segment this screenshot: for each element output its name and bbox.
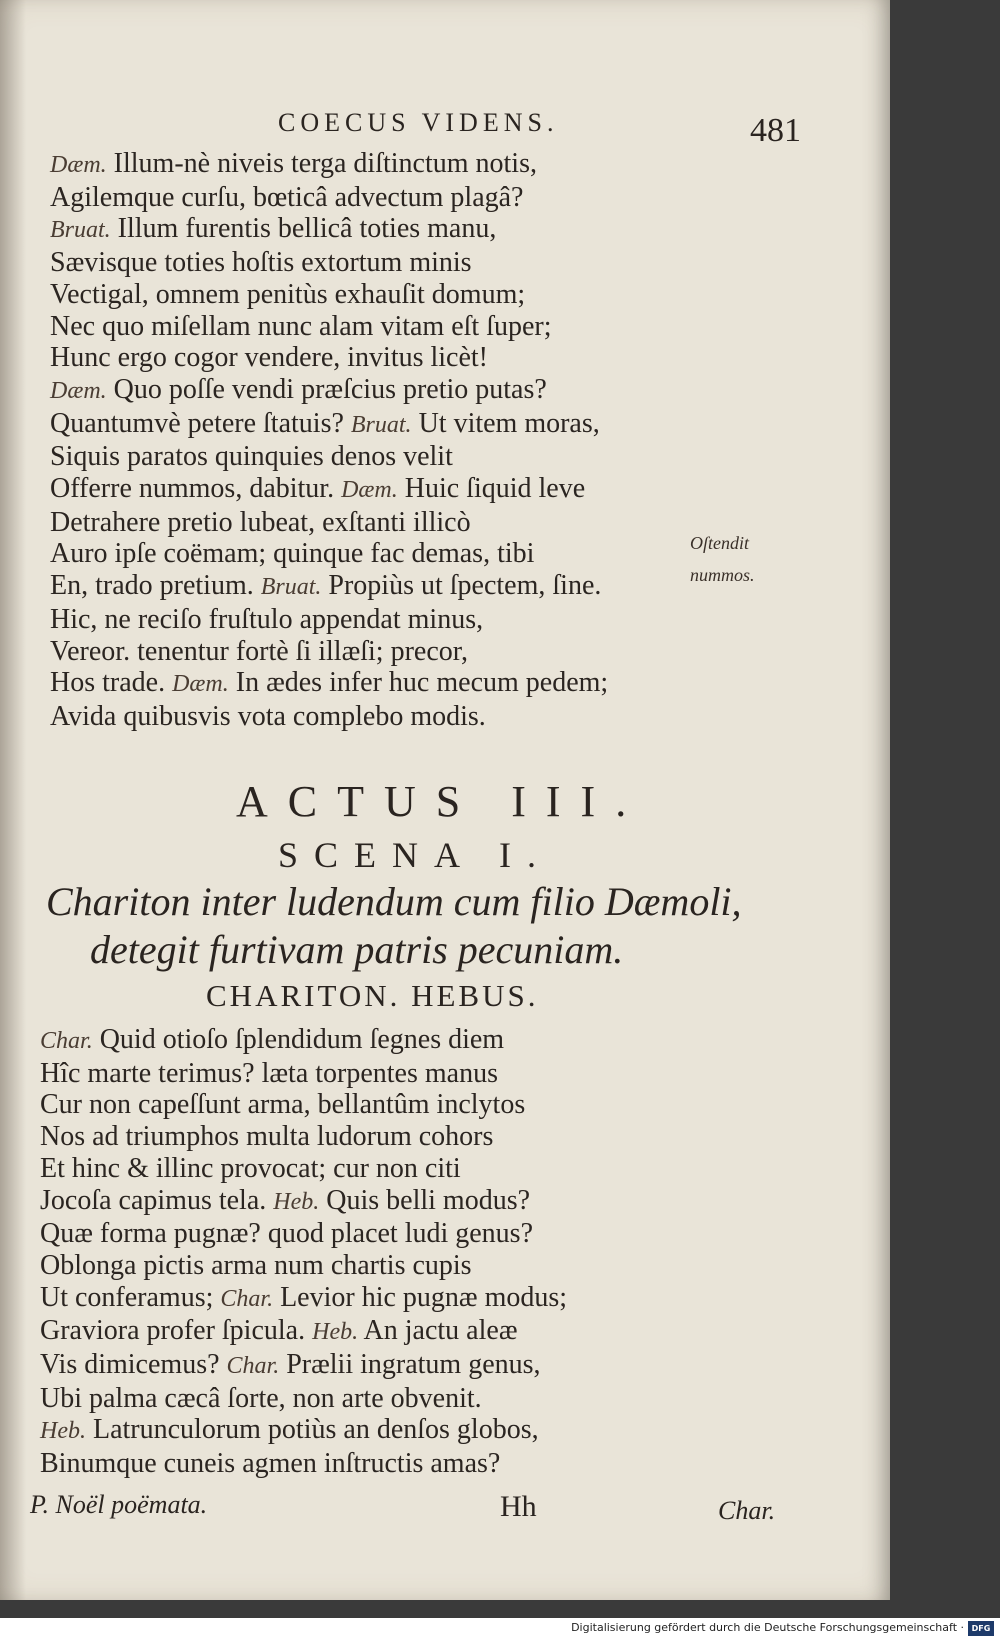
- verse-line: [50, 604, 750, 636]
- verse-line: [40, 1315, 740, 1349]
- verse-line: [50, 507, 750, 539]
- verse-text: Agilemque curſu, bœticâ advectum plagâ?: [50, 181, 524, 213]
- verse-text: Binumque cuneis agmen inſtructis amas?: [40, 1448, 501, 1480]
- speaker-label: Char.: [40, 1028, 93, 1054]
- verse-text: Offerre nummos, dabitur.: [50, 473, 342, 505]
- speaker-label: Char.: [226, 1353, 280, 1380]
- speaker-label: Dæm.: [50, 152, 107, 178]
- scene-heading: SCENA I.: [278, 835, 553, 875]
- verse-line: [40, 1250, 740, 1282]
- characters-list: CHARITON. HEBUS.: [206, 978, 539, 1013]
- verse-line: [50, 311, 750, 343]
- marginal-note-line-2: nummos.: [690, 565, 755, 585]
- verse-text: Hunc ergo cogor vendere, invitus licèt!: [50, 342, 489, 374]
- verse-text: Levior hic pugnæ modus;: [273, 1281, 568, 1313]
- speaker-label: Heb.: [40, 1418, 86, 1445]
- verse-line: [40, 1185, 740, 1219]
- scene-argument-line-1: Chariton inter ludendum cum filio Dæmoli,: [46, 879, 742, 924]
- verse-line: [40, 1218, 740, 1250]
- verse-text: Detrahere pretio lubeat, exſtanti illicò: [50, 506, 471, 538]
- verse-line: [50, 213, 750, 247]
- speaker-label: Heb.: [312, 1319, 359, 1346]
- verse-line: [40, 1121, 740, 1153]
- verse-line: [50, 473, 750, 507]
- verse-line: [40, 1448, 740, 1480]
- verse-line: [50, 667, 750, 701]
- verse-text: Quis belli modus?: [319, 1184, 531, 1216]
- verse-text: Graviora profer ſpicula.: [40, 1315, 313, 1347]
- running-head: COECUS VIDENS.: [278, 108, 559, 137]
- verse-text: Et hinc & illinc provocat; cur non citi: [40, 1152, 461, 1184]
- verse-line: [40, 1024, 740, 1058]
- speaker-label: Dæm.: [341, 477, 398, 504]
- verse-text: Sævisque toties hoſtis extortum minis: [50, 247, 472, 279]
- marginal-note-line-1: Oſtendit: [690, 533, 749, 553]
- act-heading: ACTUS III.: [236, 777, 647, 826]
- speaker-label: Dæm.: [50, 377, 107, 404]
- verse-text: En, trado pretium.: [50, 570, 261, 602]
- verse-line: [50, 374, 750, 408]
- verse-line: [40, 1058, 740, 1090]
- verse-text: Quantumvè petere ſtatuis?: [50, 407, 351, 439]
- verse-block-2: [40, 1024, 740, 1480]
- verse-text: Hic, ne reciſo fruſtulo appendat minus,: [50, 603, 484, 635]
- verse-line: [40, 1414, 740, 1448]
- funding-strip: [0, 1618, 1000, 1640]
- verse-text: Vereor. tenentur fortè ſi illæſi; precor,: [50, 635, 468, 667]
- verse-text: An jactu aleæ: [358, 1315, 518, 1347]
- verse-line: [50, 279, 750, 311]
- verse-line: [50, 538, 750, 570]
- verse-line: [50, 342, 750, 374]
- verse-line: [50, 441, 750, 473]
- verse-line: [50, 701, 750, 733]
- verse-text: Jocoſa capimus tela.: [40, 1184, 274, 1216]
- footer-signature: P. Noël poëmata.: [30, 1490, 208, 1519]
- verse-line: [50, 570, 750, 604]
- verse-line: [40, 1153, 740, 1185]
- verse-text: Quæ forma pugnæ? quod placet ludi genus?: [40, 1218, 534, 1250]
- speaker-label: Bruat.: [50, 217, 111, 244]
- verse-text: Latrunculorum potiùs an denſos globos,: [85, 1414, 539, 1446]
- speaker-label: Bruat.: [260, 574, 322, 601]
- verse-line: [50, 636, 750, 668]
- dfg-logo-icon: DFG: [968, 1621, 994, 1636]
- verse-text: In ædes infer huc mecum pedem;: [228, 667, 609, 699]
- verse-text: Nos ad triumphos multa ludorum cohors: [40, 1121, 494, 1153]
- verse-text: Huic ſiquid leve: [397, 473, 586, 505]
- verse-line: [50, 182, 750, 214]
- verse-text: Nec quo miſellam nunc alam vitam eſt ſuper;: [50, 310, 552, 342]
- verse-text: Siquis paratos quinquies denos velit: [50, 441, 453, 473]
- signature-mark: Hh: [500, 1490, 537, 1523]
- verse-text: Avida quibusvis vota complebo modis.: [50, 700, 486, 732]
- speaker-label: Heb.: [273, 1188, 320, 1215]
- verse-text: Ut conferamus;: [40, 1281, 221, 1313]
- verse-text: Hîc marte terimus? læta torpentes manus: [40, 1057, 498, 1089]
- verse-text: Oblonga pictis arma num chartis cupis: [40, 1249, 472, 1281]
- verse-line: [50, 408, 750, 442]
- verse-text: Illum furentis bellicâ toties manu,: [110, 213, 497, 245]
- verse-block-1: [50, 148, 750, 733]
- speaker-label: Char.: [220, 1285, 274, 1312]
- verse-text: Prælii ingratum genus,: [279, 1349, 541, 1381]
- scene-argument: [46, 878, 806, 974]
- speaker-label: Dæm.: [172, 671, 229, 698]
- verse-text: Quo poſſe vendi præſcius pretio putas?: [106, 373, 547, 405]
- verse-line: [40, 1089, 740, 1121]
- verse-text: Auro ipſe coëmam; quinque fac demas, tibi: [50, 538, 535, 570]
- verse-text: Quid otioſo ſplendidum ſegnes diem: [92, 1024, 505, 1055]
- funding-text: Digitalisierung gefördert durch die Deutsche Forschungsgemeinschaft ·: [571, 1621, 964, 1634]
- verse-text: Hos trade.: [50, 667, 173, 699]
- verse-line: [40, 1349, 740, 1383]
- verse-line: [40, 1282, 740, 1316]
- catchword: Char.: [718, 1496, 776, 1525]
- verse-line: [40, 1383, 740, 1415]
- verse-text: Cur non capeſſunt arma, bellantûm inclytos: [40, 1089, 526, 1121]
- verse-line: [50, 247, 750, 279]
- verse-text: Ubi palma cæcâ ſorte, non arte obvenit.: [40, 1382, 482, 1414]
- verse-text: Ut vitem moras,: [411, 407, 600, 439]
- verse-text: Propiùs ut ſpectem, ſine.: [321, 570, 602, 602]
- verse-text: Vectigal, omnem penitùs exhauſit domum;: [50, 278, 526, 310]
- page-number: 481: [750, 112, 801, 149]
- scene-argument-line-2: detegit furtivam patris pecuniam.: [90, 927, 624, 972]
- verse-text: Illum-nè niveis terga diſtinctum notis,: [106, 148, 537, 179]
- verse-text: Vis dimicemus?: [40, 1349, 227, 1381]
- verse-line: [50, 148, 750, 182]
- speaker-label: Bruat.: [350, 411, 412, 438]
